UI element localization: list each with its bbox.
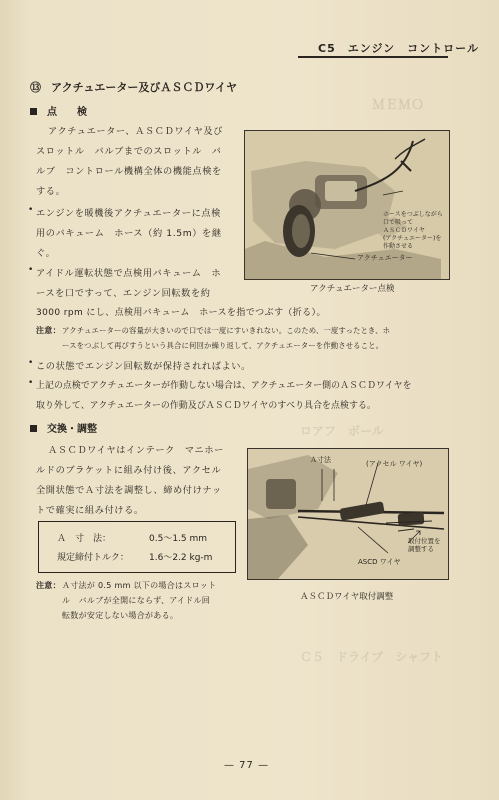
- section-title: アクチュエーター及びＡＳＣＤワイヤ: [51, 81, 238, 94]
- paragraph-line: 全開状態でＡ寸法を調整し、締め付けナッ: [36, 485, 222, 496]
- bullet-line: この状態でエンジン回転数が保持されればよい。: [36, 361, 251, 372]
- section-number: ⑬: [30, 81, 41, 94]
- figure-label: ASCD ワイヤ: [358, 558, 401, 566]
- bleed-through: ＭＥＭＯ: [372, 98, 425, 113]
- page-number: — 77 —: [224, 760, 270, 771]
- note-line: Ａ寸法が 0.5 mm 以下の場合はスロット: [62, 581, 217, 590]
- callout-text: ホースをつぶしながら 口で吸って ＡＳＣＤワイヤ (アクチュエーター)を 作動させる: [383, 211, 443, 250]
- note-line: ースをつぶして再びすうという具合に何回か繰り返して、アクチュエーターを作動させること。: [62, 341, 384, 350]
- note-line: ル バルブが全開にならず、アイドル回: [62, 596, 211, 605]
- ascd-wire-figure: [247, 448, 449, 580]
- page-header-title: C5 エンジン コントロール: [318, 42, 479, 55]
- actuator-engine-illustration: [245, 131, 449, 279]
- bullet-dot: •: [28, 205, 34, 215]
- section-heading: [30, 79, 237, 95]
- figure-label: (アクセル ワイヤ): [366, 460, 423, 468]
- paragraph-line: ルブ コントロール機構全体の機能点検を: [36, 166, 222, 177]
- bullet-dot: •: [28, 358, 34, 368]
- note-line: アクチュエーターの容量が大きいので口では一度にすいきれない。このため、一度すったとき、ホ: [62, 326, 391, 335]
- figure-caption: アクチュエーター点検: [310, 284, 395, 294]
- bleed-through: ロアフ ボール: [300, 424, 384, 438]
- bullet-line: 上記の点検でアクチュエーターが作動しない場合は、アクチュエーター側のＡＳＣＤワイヤを: [36, 381, 412, 391]
- bullet-dot: •: [28, 378, 34, 388]
- paragraph-line: する。: [36, 186, 66, 197]
- header-rule: [298, 56, 448, 58]
- bullet-line: 3000 rpm にし、点検用バキューム ホースを指でつぶす（折る）。: [36, 308, 326, 318]
- bullet-line: ぐ。: [36, 248, 56, 259]
- actuator-inspection-figure: [244, 130, 450, 280]
- paragraph-line: アクチュエーター、ＡＳＣＤワイヤ及び: [48, 126, 223, 137]
- bullet-line: 取り外して、アクチュエーターの作動及びＡＳＣＤワイヤのすべり具合を点検する。: [36, 401, 376, 411]
- spec-box: [38, 521, 236, 573]
- bleed-through: Ｃ５ ドライブ シャフト: [300, 650, 444, 664]
- bullet-line: 用のバキューム ホース（約 1.5m）を継: [36, 228, 222, 239]
- spec-row: Ａ 寸 法： 0.5～1.5 mm: [57, 534, 208, 544]
- adjust-heading: 交換・調整: [30, 420, 97, 435]
- inspection-heading: 点 検: [30, 103, 87, 118]
- bullet-dot: •: [28, 265, 34, 275]
- figure-label: アクチュエーター: [357, 254, 413, 262]
- spec-row: 規定締付トルク： 1.6～2.2 kg-m: [57, 553, 213, 563]
- square-bullet-icon: [30, 108, 37, 115]
- note-label: 注意：: [36, 581, 61, 590]
- note-label: 注意：: [36, 326, 61, 335]
- paragraph-line: トで確実に組み付ける。: [36, 505, 144, 516]
- note-line: 転数が安定しない場合がある。: [62, 611, 179, 620]
- bullet-line: エンジンを暖機後アクチュエーターに点検: [36, 208, 221, 219]
- figure-label: 取付位置を 調整する: [408, 537, 441, 553]
- figure-label: Ａ寸法: [310, 456, 331, 464]
- bullet-line: アイドル運転状態で点検用バキューム ホ: [36, 268, 222, 279]
- bullet-line: ースを口ですって、エンジン回転数を約: [36, 288, 211, 299]
- square-bullet-icon: [30, 425, 37, 432]
- paragraph-line: スロットル バルブまでのスロットル バ: [36, 146, 222, 157]
- paragraph-line: ＡＳＣＤワイヤはインテーク マニホー: [48, 445, 224, 456]
- figure-caption: ＡＳＣＤワイヤ取付調整: [300, 592, 394, 602]
- paragraph-line: ルドのブラケットに組み付け後、アクセル: [36, 465, 222, 476]
